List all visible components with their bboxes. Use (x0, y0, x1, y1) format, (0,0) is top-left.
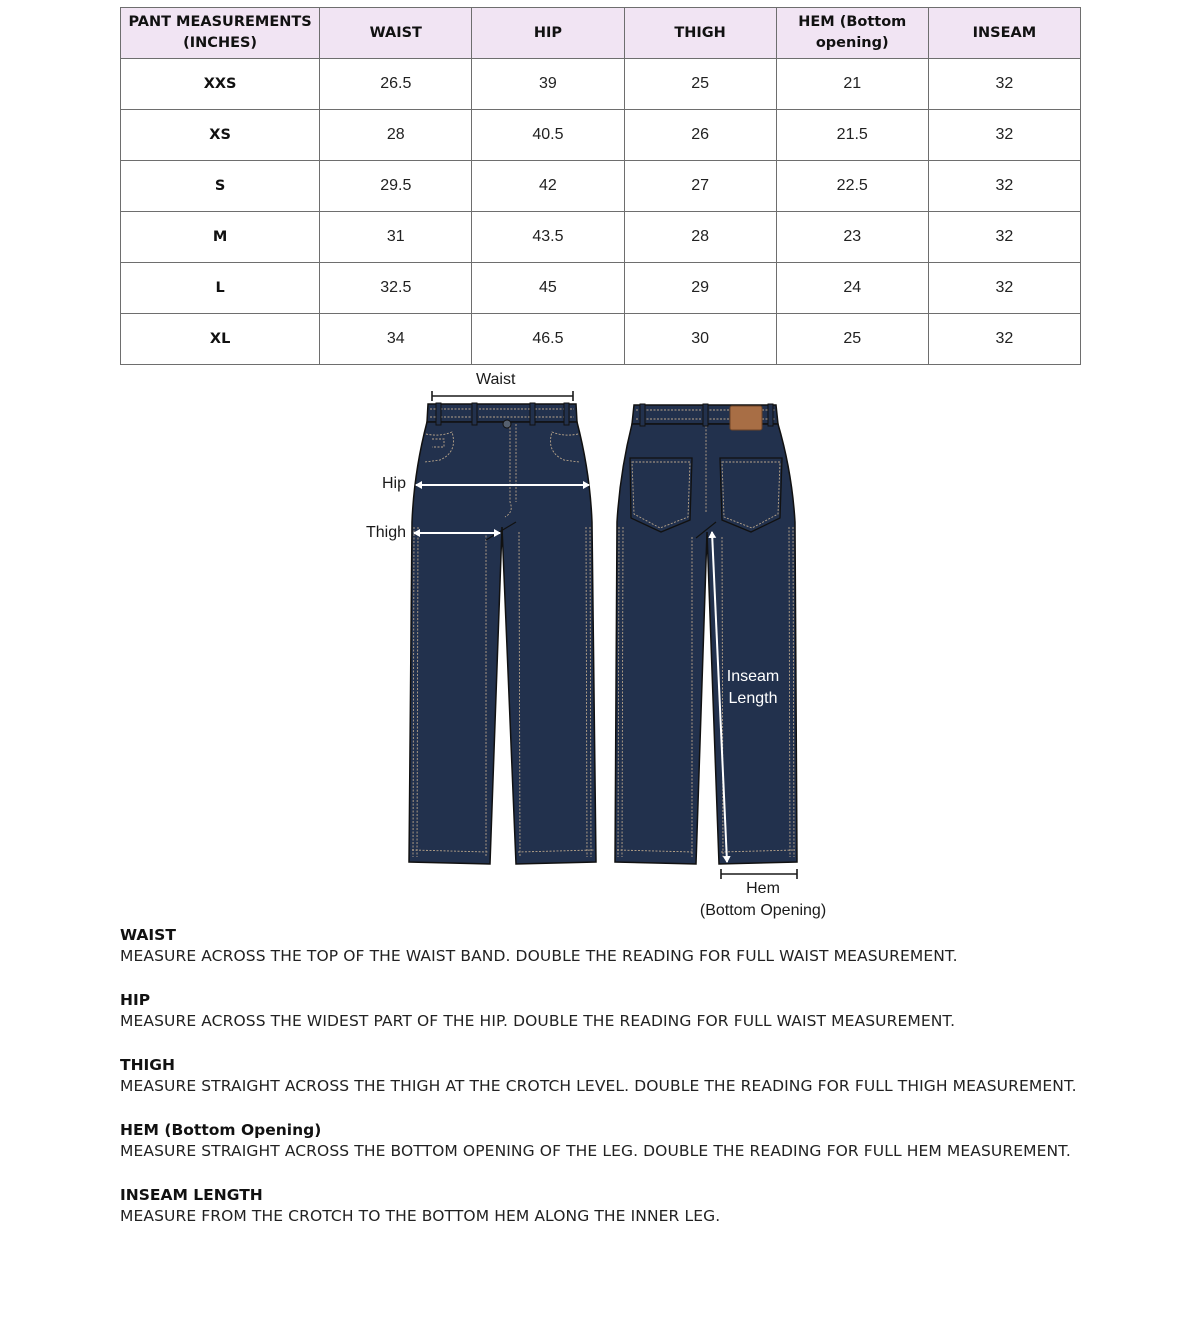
instruction-hip (120, 990, 1180, 1032)
instruction-hem (120, 1120, 1180, 1162)
header-thigh: THIGH (624, 8, 776, 59)
table-row (121, 59, 1081, 110)
hem-cell: 21.5 (776, 110, 928, 161)
instruction-inseam (120, 1185, 1180, 1227)
table-row (121, 161, 1081, 212)
waist-cell: 31 (320, 212, 472, 263)
header-hip: HIP (472, 8, 624, 59)
instruction-waist (120, 925, 1180, 967)
table-row (121, 212, 1081, 263)
thigh-cell: 28 (624, 212, 776, 263)
front-jeans (409, 403, 596, 864)
jeans-illustration (0, 362, 1200, 932)
size-chart-table (120, 7, 1081, 365)
inseam-cell: 32 (928, 314, 1080, 365)
thigh-cell: 29 (624, 263, 776, 314)
waist-measure-line (432, 391, 573, 401)
waist-cell: 29.5 (320, 161, 472, 212)
table-header-row (121, 8, 1081, 59)
table-row (121, 110, 1081, 161)
waist-cell: 26.5 (320, 59, 472, 110)
waist-cell: 28 (320, 110, 472, 161)
waist-cell: 32.5 (320, 263, 472, 314)
instruction-text: MEASURE STRAIGHT ACROSS THE BOTTOM OPENING OF THE LEG. DOUBLE THE READING FOR FULL HEM MEASUREMENT. (120, 1142, 1071, 1160)
thigh-diagram-label: Thigh (366, 524, 407, 541)
hem-cell: 23 (776, 212, 928, 263)
measurement-diagram (0, 362, 1200, 932)
inseam-cell: 32 (928, 263, 1080, 314)
instruction-heading: WAIST (120, 926, 176, 944)
hip-cell: 40.5 (472, 110, 624, 161)
instruction-heading: HIP (120, 991, 151, 1009)
back-jeans (615, 404, 797, 864)
hem-cell: 22.5 (776, 161, 928, 212)
size-cell: XL (121, 314, 320, 365)
hem-diagram-label: Hem (Bottom Opening) (699, 880, 827, 919)
instruction-text: MEASURE ACROSS THE WIDEST PART OF THE HIP. DOUBLE THE READING FOR FULL WAIST MEASUREMENT. (120, 1012, 956, 1030)
thigh-cell: 30 (624, 314, 776, 365)
instruction-text: MEASURE ACROSS THE TOP OF THE WAIST BAND. DOUBLE THE READING FOR FULL WAIST MEASUREMENT. (120, 947, 958, 965)
table-row (121, 263, 1081, 314)
header-pant-measurements: PANT MEASUREMENTS (INCHES) (121, 8, 320, 59)
hip-cell: 45 (472, 263, 624, 314)
instruction-heading: INSEAM LENGTH (120, 1186, 263, 1204)
thigh-cell: 26 (624, 110, 776, 161)
hem-cell: 25 (776, 314, 928, 365)
table-row (121, 314, 1081, 365)
instruction-heading: HEM (Bottom Opening) (120, 1121, 322, 1139)
thigh-cell: 27 (624, 161, 776, 212)
header-waist: WAIST (320, 8, 472, 59)
waist-cell: 34 (320, 314, 472, 365)
header-inseam: INSEAM (928, 8, 1080, 59)
inseam-diagram-label: Inseam Length (726, 668, 780, 707)
instruction-heading: THIGH (120, 1056, 176, 1074)
hip-cell: 43.5 (472, 212, 624, 263)
inseam-cell: 32 (928, 59, 1080, 110)
size-cell: XXS (121, 59, 320, 110)
size-cell: XS (121, 110, 320, 161)
hem-cell: 24 (776, 263, 928, 314)
instruction-text: MEASURE STRAIGHT ACROSS THE THIGH AT THE CROTCH LEVEL. DOUBLE THE READING FOR FULL THIGH MEASUREMENT. (120, 1077, 1077, 1095)
size-cell: L (121, 263, 320, 314)
inseam-cell: 32 (928, 110, 1080, 161)
instruction-text: MEASURE FROM THE CROTCH TO THE BOTTOM HEM ALONG THE INNER LEG. (120, 1207, 721, 1225)
thigh-cell: 25 (624, 59, 776, 110)
hip-cell: 46.5 (472, 314, 624, 365)
leather-patch (730, 406, 762, 430)
inseam-cell: 32 (928, 212, 1080, 263)
header-hem: HEM (Bottom opening) (776, 8, 928, 59)
waist-diagram-label: Waist (476, 371, 516, 388)
hip-diagram-label: Hip (382, 475, 407, 492)
inseam-cell: 32 (928, 161, 1080, 212)
measurement-instructions (120, 925, 1180, 1250)
size-cell: M (121, 212, 320, 263)
hip-cell: 42 (472, 161, 624, 212)
hip-cell: 39 (472, 59, 624, 110)
hem-cell: 21 (776, 59, 928, 110)
instruction-thigh (120, 1055, 1180, 1097)
size-cell: S (121, 161, 320, 212)
